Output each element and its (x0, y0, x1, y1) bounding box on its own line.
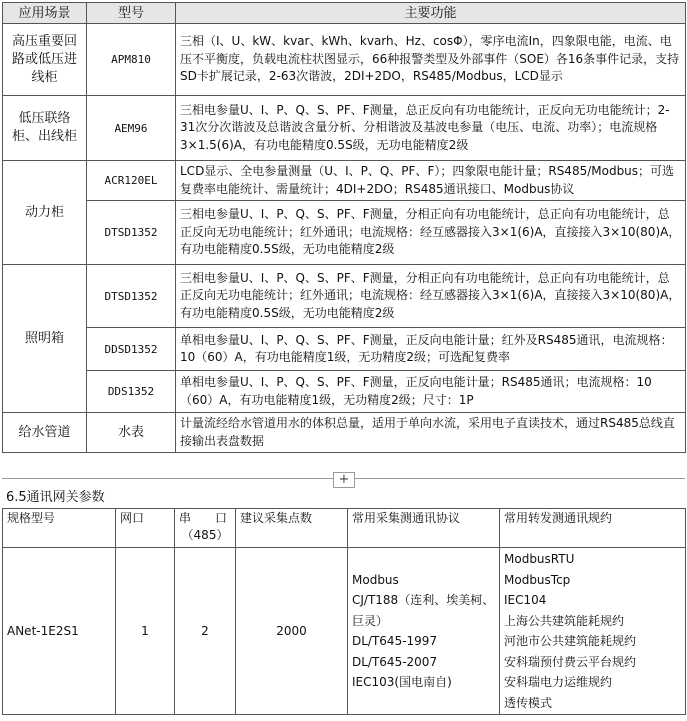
model-cell: DDS1352 (87, 371, 176, 413)
list-item: 上海公共建筑能耗规约 (504, 613, 625, 628)
list-item: DL/T645-2007 (352, 654, 438, 669)
list-item: 安科瑞预付费云平台规约 (504, 654, 637, 669)
header-spec: 规格型号 (3, 509, 116, 548)
scene-cell: 给水管道 (3, 413, 87, 453)
spec-cell: ANet-1E2S1 (3, 548, 116, 715)
header-port: 网口 (116, 509, 175, 548)
header-points: 建议采集点数 (236, 509, 348, 548)
section-title: 6.5通讯网关参数 (6, 490, 105, 505)
model-cell: APM810 (87, 24, 176, 96)
list-item: IEC104 (504, 593, 547, 607)
model-cell: 水表 (87, 413, 176, 453)
device-function-table (2, 2, 686, 453)
scene-cell: 高压重要回路或低压进线柜 (3, 24, 87, 96)
list-item: Modbus (352, 572, 399, 587)
model-cell: DDSD1352 (87, 328, 176, 371)
function-cell: 三相（I、U、kW、kvar、kWh、kvarh、Hz、cosΦ），零序电流In，四象限电能，电流、电压不平衡度，负载电流柱状图显示，66种报警类型及外部事件（SOE）各16条事件记录，支持SD卡扩展记录，2-63次谐波，2DI+2DO，RS485/Modbus，LCD显示 (176, 24, 686, 96)
model-cell: AEM96 (87, 96, 176, 161)
table-row (3, 265, 686, 328)
header-forward: 常用转发测通讯规约 (500, 509, 686, 548)
model-cell: DTSD1352 (87, 201, 176, 265)
table-row (3, 548, 686, 715)
header-function: 主要功能 (176, 3, 686, 24)
table-row (3, 328, 686, 371)
points-cell: 2000 (236, 548, 348, 715)
function-cell: 单相电参量U、I、P、Q、S、PF、F测量，正反向电能计量；RS485通讯；电流规格：10（60）A，有功电能精度1级，无功精度2级；尺寸：1P (176, 371, 686, 413)
table-header-row (3, 3, 686, 24)
function-cell: 三相电参量U、I、P、Q、S、PF、F测量，分相正向有功电能统计，总正向有功电能统计，总正反向无功电能统计；红外通讯；电流规格：经互感器接入3×1(6)A，直接接入3×10(80)A，有功电能精度0.5S级，无功电能精度2级 (176, 265, 686, 328)
expand-button[interactable]: + (333, 472, 355, 488)
table-row (3, 371, 686, 413)
scene-cell: 照明箱 (3, 265, 87, 413)
list-item: CJ/T188（连利、埃美柯、巨灵） (352, 593, 495, 628)
header-serial-label: 串 口 (179, 511, 228, 525)
table-row (3, 413, 686, 453)
header-model: 型号 (87, 3, 176, 24)
table-row (3, 201, 686, 265)
scene-cell: 动力柜 (3, 161, 87, 265)
function-cell: 三相电参量U、I、P、Q、S、PF、F测量，总正反向有功电能统计，正反向无功电能统计；2-31次分次谐波及总谐波含量分析、分相谐波及基波电参量（电压、电流、功率）；电流规格3×1.5(6)A，有功电能精度0.5S级，无功电能精度2级 (176, 96, 686, 161)
list-item: ModbusTcp (504, 572, 571, 587)
function-cell: LCD显示、全电参量测量（U、I、P、Q、PF、F）；四象限电能计量；RS485/Modbus；可选复费率电能统计、需量统计；4DI+2DO；RS485通讯接口、Modbus协议 (176, 161, 686, 201)
header-serial-sub: （485） (181, 528, 229, 542)
function-cell: 三相电参量U、I、P、Q、S、PF、F测量，分相正向有功电能统计，总正向有功电能统计，总正反向无功电能统计；红外通讯；电流规格：经互感器接入3×1(6)A，直接接入3×10(80)A，有功电能精度0.5S级，无功电能精度2级 (176, 201, 686, 265)
list-item: IEC103(国电南自) (352, 675, 452, 689)
list-item: ModbusRTU (504, 552, 575, 566)
table-row (3, 96, 686, 161)
list-item: DL/T645-1997 (352, 634, 438, 648)
serial-cell: 2 (175, 548, 236, 715)
model-cell: ACR120EL (87, 161, 176, 201)
function-cell: 计量流经给水管道用水的体积总量，适用于单向水流，采用电子直读技术，通过RS485总线直接输出表盘数据 (176, 413, 686, 453)
header-serial (175, 509, 236, 548)
forward-protocols-cell (500, 548, 686, 715)
scene-cell: 低压联络柜、出线柜 (3, 96, 87, 161)
list-item: 河池市公共建筑能耗规约 (504, 634, 637, 648)
table-row (3, 24, 686, 96)
header-scene: 应用场景 (3, 3, 87, 24)
function-cell: 单相电参量U、I、P、Q、S、PF、F测量，正反向电能计量；红外及RS485通讯，电流规格：10（60）A，有功电能精度1级，无功精度2级；可选配复费率 (176, 328, 686, 371)
port-cell: 1 (116, 548, 175, 715)
table-row (3, 161, 686, 201)
header-collect: 常用采集测通讯协议 (348, 509, 500, 548)
list-item: 透传模式 (504, 695, 553, 710)
model-cell: DTSD1352 (87, 265, 176, 328)
list-item: 安科瑞电力运维规约 (504, 675, 613, 689)
table-header-row (3, 509, 686, 548)
collect-protocols-cell (348, 548, 500, 715)
gateway-params-table (2, 508, 686, 715)
